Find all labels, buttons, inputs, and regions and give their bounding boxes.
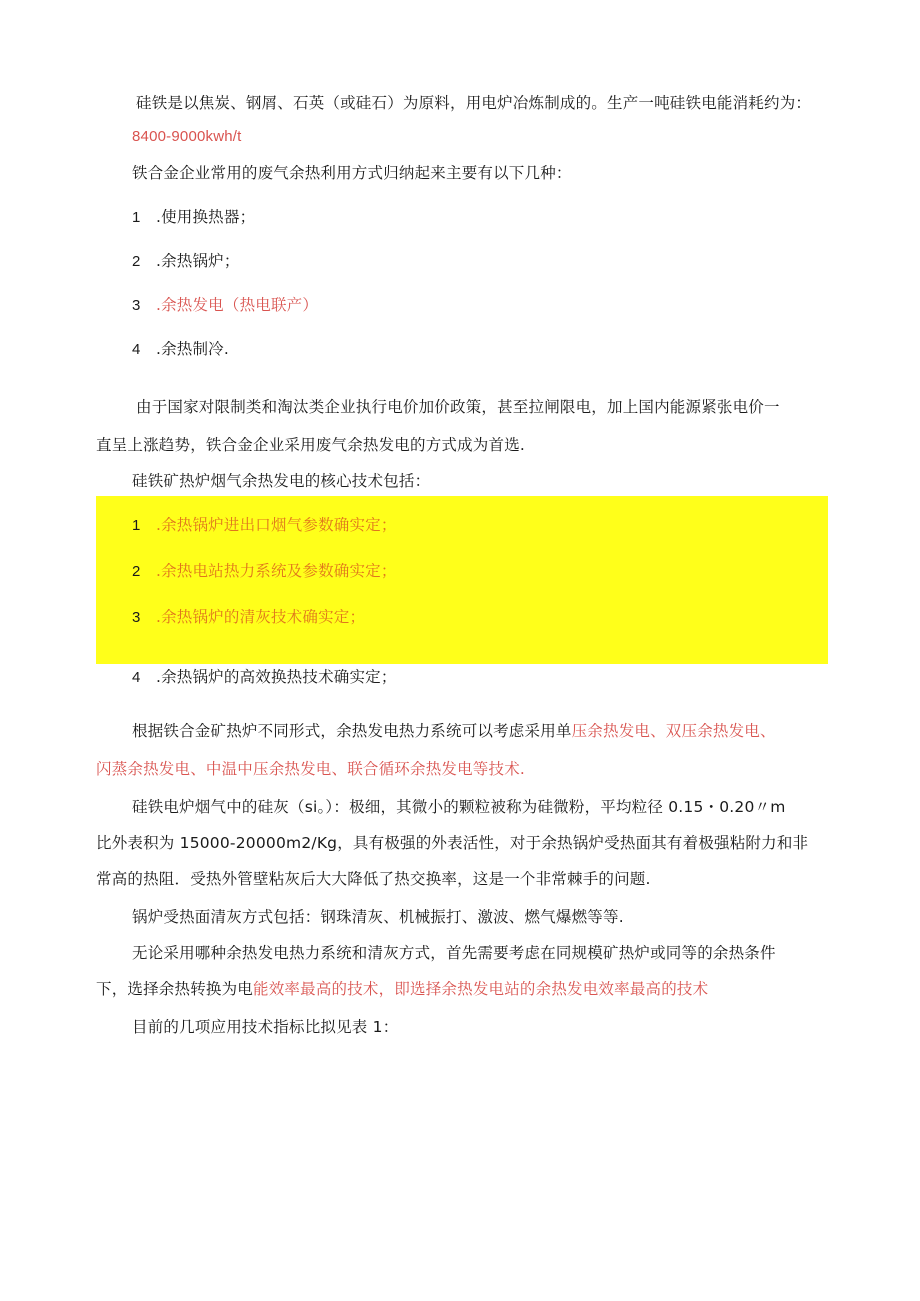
- paragraph-6-line-2: 比外表积为 15000-20000m2/Kg，具有极强的外表活性，对于余热锅炉受热面其有着极强粘附力和非: [96, 834, 809, 852]
- list-text: .余热锅炉进出口烟气参数确实定；: [155, 516, 397, 534]
- paragraph-5-text: 根据铁合金矿热炉不同形式，余热发电热力系统可以考虑采用单: [132, 722, 572, 740]
- paragraph-6-line-3: 常高的热阻．受热外管壁粘灰后大大降低了热交换率，这是一个非常棘手的问题.: [96, 870, 651, 888]
- paragraph-4: 硅铁矿热炉烟气余热发电的核心技术包括：: [132, 472, 431, 490]
- list-text: .余热电站热力系统及参数确实定；: [155, 562, 397, 580]
- list2-item-2: [132, 560, 397, 583]
- list-text: .余热发电（热电联产）: [155, 296, 319, 314]
- paragraph-8-line-2: [96, 978, 708, 1000]
- list-number: 2: [132, 253, 141, 270]
- list-number: 1: [132, 517, 141, 534]
- list-text: .余热锅炉的高效换热技术确实定；: [155, 668, 397, 686]
- list-number: 4: [132, 341, 141, 358]
- paragraph-5-line-1: [132, 720, 776, 742]
- list1-item-2: [132, 250, 240, 273]
- list-text: .余热锅炉的清灰技术确实定；: [155, 608, 366, 626]
- list2-item-4: [132, 666, 397, 689]
- list-number: 2: [132, 563, 141, 580]
- paragraph-3-line-1: 由于国家对限制类和淘汰类企业执行电价加价政策，甚至拉闸限电，加上国内能源紧张电价一: [136, 398, 780, 416]
- paragraph-6-line-1: 硅铁电炉烟气中的硅灰（si。）：极细，其微小的颗粒被称为硅微粉，平均粒径 0.15・0.20〃m: [132, 798, 786, 816]
- list2-item-1: [132, 514, 397, 537]
- paragraph-7: 锅炉受热面清灰方式包括：钢珠清灰、机械振打、激波、燃气爆燃等等.: [132, 908, 624, 926]
- paragraph-2: 铁合金企业常用的废气余热利用方式归纳起来主要有以下几种：: [132, 164, 572, 182]
- paragraph-8-line-1: 无论采用哪种余热发电热力系统和清灰方式，首先需要考虑在同规模矿热炉或同等的余热条件: [132, 944, 776, 962]
- list-number: 4: [132, 669, 141, 686]
- list-text: .余热锅炉；: [155, 252, 240, 270]
- paragraph-3-line-2: 直呈上涨趋势，铁合金企业采用废气余热发电的方式成为首选.: [96, 436, 526, 454]
- list1-item-1: [132, 206, 255, 229]
- list2-item-3: [132, 606, 365, 629]
- paragraph-8-text: 下，选择余热转换为电: [96, 980, 254, 998]
- list-number: 3: [132, 297, 141, 314]
- paragraph-5-highlight: 压余热发电、双压余热发电、: [571, 722, 776, 740]
- list1-item-4: [132, 338, 229, 361]
- list-number: 1: [132, 209, 141, 226]
- energy-consumption-value: 8400-9000kwh/t: [132, 128, 242, 145]
- list1-item-3: [132, 294, 318, 317]
- list-number: 3: [132, 609, 141, 626]
- paragraph-5-line-2: 闪蒸余热发电、中温中压余热发电、联合循环余热发电等技术.: [96, 760, 526, 778]
- list-text: .使用换热器；: [155, 208, 256, 226]
- paragraph-9: 目前的几项应用技术指标比拟见表 1：: [132, 1018, 399, 1036]
- list-text: .余热制冷.: [155, 340, 229, 358]
- paragraph-8-highlight: 能效率最高的技术，即选择余热发电站的余热发电效率最高的技术: [253, 980, 709, 998]
- paragraph-1: 硅铁是以焦炭、钢屑、石英（或硅石）为原料，用电炉冶炼制成的。生产一吨硅铁电能消耗约为：: [136, 94, 812, 112]
